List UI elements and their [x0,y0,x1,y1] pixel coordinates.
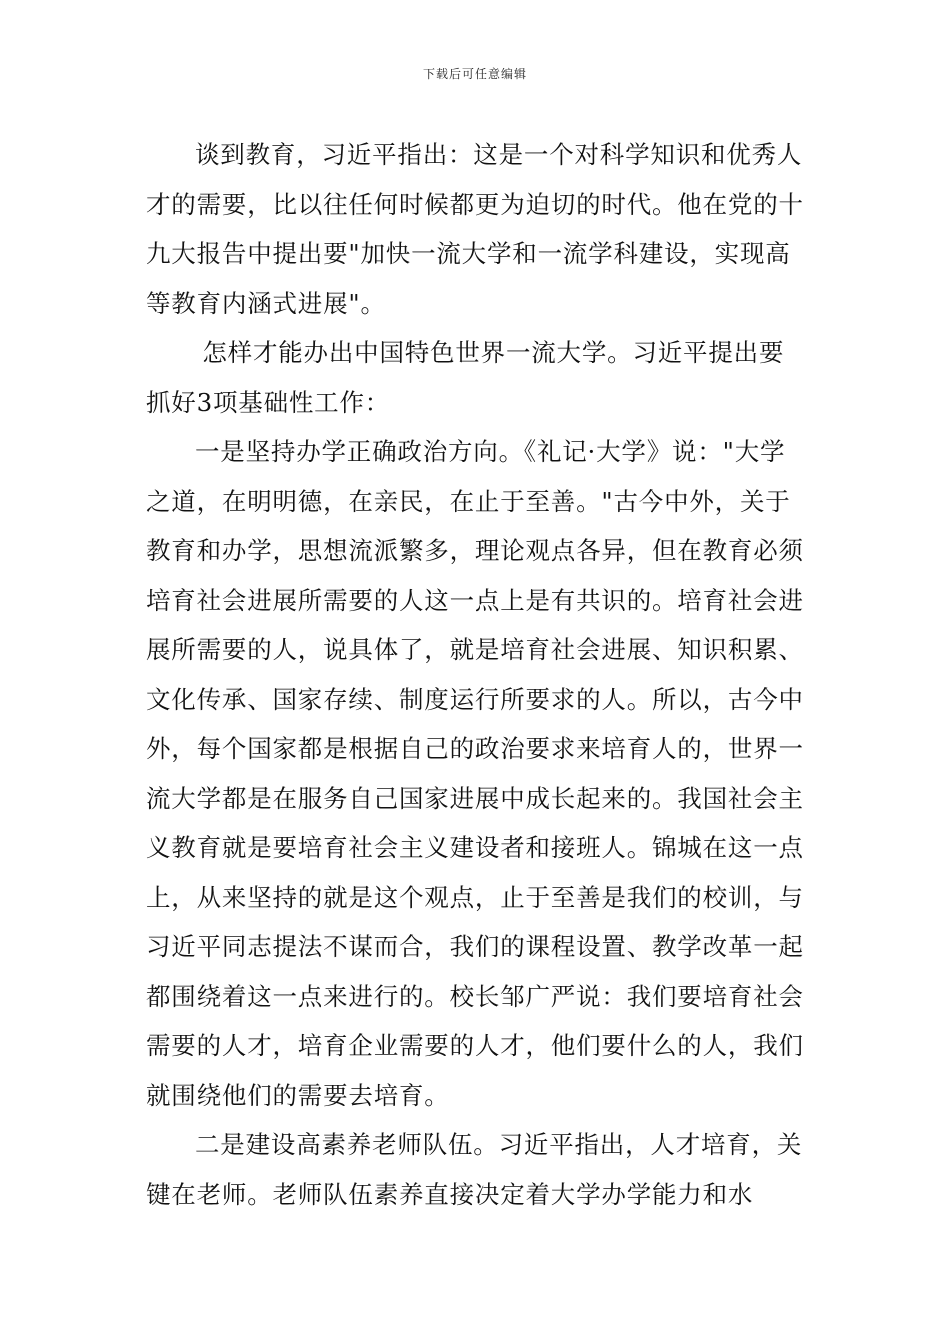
paragraph-political-direction: 一是坚持办学正确政治方向。《礼记·大学》说："大学之道，在明明德，在亲民，在止于至善。"古今中外，关于教育和办学，思想流派繁多，理论观点各异，但在教育必须培育社会进展所需要的人这一点上是有共识的。培育社会进展所需要的人，说具体了，就是培育社会进展、知识积累、文化传承、国家存续、制度运行所要求的人。所以，古今中外，每个国家都是根据自己的政治要求来培育人的，世界一流大学都是在服务自己国家进展中成长起来的。我国社会主义教育就是要培育社会主义建设者和接班人。锦城在这一点上，从来坚持的就是这个观点，止于至善是我们的校训，与习近平同志提法不谋而合，我们的课程设置、教学改革一起都围绕着这一点来进行的。校长邹广严说：我们要培育社会需要的人才，培育企业需要的人才，他们要什么的人，我们就围绕他们的需要去培育。 [146,437,804,1110]
document-body [146,130,806,1219]
paragraph-teacher-team: 二是建设高素养老师队伍。习近平指出，人才培育，关键在老师。老师队伍素养直接决定着大学办学能力和水 [146,1130,803,1209]
paragraph-world-class-university: 怎样才能办出中国特色世界一流大学。习近平提出要抓好3项基础性工作： [146,338,785,417]
paragraph-education-era: 谈到教育，习近平指出：这是一个对科学知识和优秀人才的需要，比以往任何时候都更为迫切的时代。他在党的十九大报告中提出要"加快一流大学和一流学科建设，实现高等教育内涵式进展"。 [146,140,804,318]
page-header-note: 下载后可任意编辑 [422,67,527,81]
